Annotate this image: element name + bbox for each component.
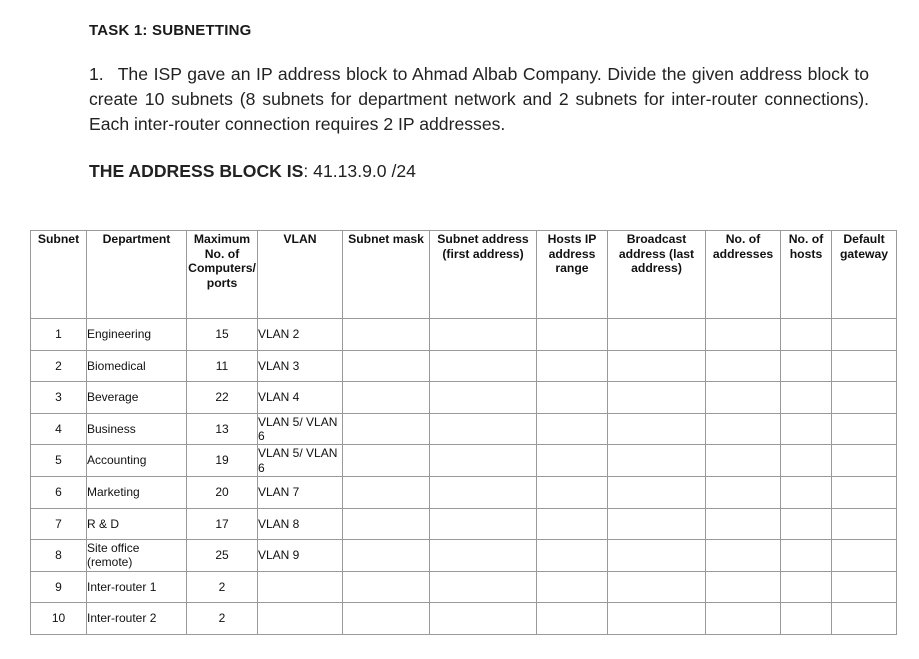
cell-no-addresses (706, 571, 781, 603)
cell-no-hosts (781, 476, 832, 508)
header-subnet-mask: Subnet mask (343, 231, 430, 319)
question-paragraph (89, 62, 869, 137)
cell-no-hosts (781, 540, 832, 572)
cell-default-gateway (832, 571, 897, 603)
cell-subnet-address (430, 413, 537, 445)
cell-broadcast-address (608, 445, 706, 477)
cell-default-gateway (832, 382, 897, 414)
cell-default-gateway (832, 540, 897, 572)
cell-no-hosts (781, 603, 832, 635)
cell-department: Beverage (87, 382, 187, 414)
cell-default-gateway (832, 319, 897, 351)
table-row (31, 508, 897, 540)
cell-vlan: VLAN 7 (258, 476, 343, 508)
cell-hosts-range (537, 508, 608, 540)
cell-vlan: VLAN 4 (258, 382, 343, 414)
cell-vlan (258, 603, 343, 635)
cell-broadcast-address (608, 476, 706, 508)
cell-vlan: VLAN 5/ VLAN 6 (258, 445, 343, 477)
table-row (31, 476, 897, 508)
cell-max-computers: 19 (187, 445, 258, 477)
cell-vlan: VLAN 2 (258, 319, 343, 351)
cell-subnet-address (430, 508, 537, 540)
cell-subnet: 9 (31, 571, 87, 603)
cell-subnet-mask (343, 603, 430, 635)
task-heading: TASK 1: SUBNETTING (89, 22, 252, 39)
address-block-label: THE ADDRESS BLOCK IS (89, 161, 304, 181)
cell-subnet: 5 (31, 445, 87, 477)
table-row (31, 603, 897, 635)
cell-no-hosts (781, 413, 832, 445)
cell-no-addresses (706, 413, 781, 445)
cell-subnet-mask (343, 350, 430, 382)
header-subnet: Subnet (31, 231, 87, 319)
cell-subnet: 1 (31, 319, 87, 351)
cell-hosts-range (537, 445, 608, 477)
table-row (31, 413, 897, 445)
cell-hosts-range (537, 476, 608, 508)
cell-subnet: 6 (31, 476, 87, 508)
header-default-gateway: Default gateway (832, 231, 897, 319)
cell-vlan (258, 571, 343, 603)
cell-max-computers: 20 (187, 476, 258, 508)
cell-subnet: 3 (31, 382, 87, 414)
cell-hosts-range (537, 350, 608, 382)
cell-subnet-mask (343, 571, 430, 603)
cell-default-gateway (832, 413, 897, 445)
cell-subnet-mask (343, 445, 430, 477)
cell-broadcast-address (608, 382, 706, 414)
table-row (31, 571, 897, 603)
cell-subnet: 4 (31, 413, 87, 445)
cell-no-hosts (781, 571, 832, 603)
cell-max-computers: 15 (187, 319, 258, 351)
cell-broadcast-address (608, 508, 706, 540)
cell-max-computers: 17 (187, 508, 258, 540)
cell-hosts-range (537, 571, 608, 603)
cell-subnet-address (430, 382, 537, 414)
header-department: Department (87, 231, 187, 319)
cell-broadcast-address (608, 350, 706, 382)
cell-no-hosts (781, 319, 832, 351)
cell-max-computers: 13 (187, 413, 258, 445)
cell-subnet-address (430, 350, 537, 382)
table-row (31, 319, 897, 351)
header-hosts-range: Hosts IP address range (537, 231, 608, 319)
cell-department: Accounting (87, 445, 187, 477)
cell-subnet: 8 (31, 540, 87, 572)
cell-vlan: VLAN 5/ VLAN 6 (258, 413, 343, 445)
address-block-line (89, 161, 416, 182)
table-header-row (31, 231, 897, 319)
cell-no-addresses (706, 382, 781, 414)
cell-hosts-range (537, 603, 608, 635)
table-row (31, 350, 897, 382)
cell-default-gateway (832, 350, 897, 382)
cell-broadcast-address (608, 319, 706, 351)
header-subnet-address: Subnet address (first address) (430, 231, 537, 319)
cell-default-gateway (832, 476, 897, 508)
cell-department: Engineering (87, 319, 187, 351)
cell-max-computers: 2 (187, 571, 258, 603)
cell-no-hosts (781, 445, 832, 477)
cell-department: Inter-router 1 (87, 571, 187, 603)
header-broadcast-address: Broadcast address (last address) (608, 231, 706, 319)
cell-subnet: 10 (31, 603, 87, 635)
cell-hosts-range (537, 382, 608, 414)
address-block-value: : 41.13.9.0 /24 (303, 161, 416, 181)
cell-no-addresses (706, 350, 781, 382)
cell-max-computers: 25 (187, 540, 258, 572)
cell-subnet-mask (343, 508, 430, 540)
cell-no-addresses (706, 319, 781, 351)
subnet-table (30, 230, 897, 635)
cell-subnet-mask (343, 540, 430, 572)
cell-no-addresses (706, 445, 781, 477)
header-vlan: VLAN (258, 231, 343, 319)
cell-subnet: 7 (31, 508, 87, 540)
cell-broadcast-address (608, 413, 706, 445)
cell-subnet-address (430, 476, 537, 508)
cell-no-addresses (706, 476, 781, 508)
header-no-addresses: No. of addresses (706, 231, 781, 319)
cell-subnet-mask (343, 413, 430, 445)
header-no-hosts: No. of hosts (781, 231, 832, 319)
cell-subnet-mask (343, 476, 430, 508)
cell-subnet-address (430, 571, 537, 603)
cell-max-computers: 22 (187, 382, 258, 414)
cell-department: Marketing (87, 476, 187, 508)
question-number: 1. (89, 64, 104, 84)
cell-vlan: VLAN 9 (258, 540, 343, 572)
cell-subnet-address (430, 319, 537, 351)
table-row (31, 540, 897, 572)
question-text: The ISP gave an IP address block to Ahmad Albab Company. Divide the given address block to create 10 subnets (8 subnets for department network and 2 subnets for inter-router connections). Each inter-router connection requires 2 IP addresses. (89, 64, 869, 134)
cell-vlan: VLAN 3 (258, 350, 343, 382)
cell-subnet: 2 (31, 350, 87, 382)
cell-default-gateway (832, 445, 897, 477)
cell-broadcast-address (608, 603, 706, 635)
cell-subnet-mask (343, 382, 430, 414)
cell-department: Biomedical (87, 350, 187, 382)
cell-vlan: VLAN 8 (258, 508, 343, 540)
cell-no-hosts (781, 350, 832, 382)
cell-hosts-range (537, 319, 608, 351)
table-row (31, 445, 897, 477)
cell-subnet-address (430, 603, 537, 635)
cell-department: Site office (remote) (87, 540, 187, 572)
cell-subnet-address (430, 540, 537, 572)
table-body (31, 319, 897, 635)
cell-no-addresses (706, 603, 781, 635)
cell-max-computers: 2 (187, 603, 258, 635)
cell-no-hosts (781, 508, 832, 540)
cell-max-computers: 11 (187, 350, 258, 382)
cell-broadcast-address (608, 540, 706, 572)
cell-department: R & D (87, 508, 187, 540)
cell-hosts-range (537, 540, 608, 572)
cell-subnet-mask (343, 319, 430, 351)
table-row (31, 382, 897, 414)
cell-default-gateway (832, 603, 897, 635)
cell-hosts-range (537, 413, 608, 445)
cell-no-addresses (706, 540, 781, 572)
cell-default-gateway (832, 508, 897, 540)
cell-subnet-address (430, 445, 537, 477)
cell-no-hosts (781, 382, 832, 414)
header-max-computers: Maximum No. of Computers/ ports (187, 231, 258, 319)
cell-department: Business (87, 413, 187, 445)
cell-no-addresses (706, 508, 781, 540)
cell-broadcast-address (608, 571, 706, 603)
cell-department: Inter-router 2 (87, 603, 187, 635)
